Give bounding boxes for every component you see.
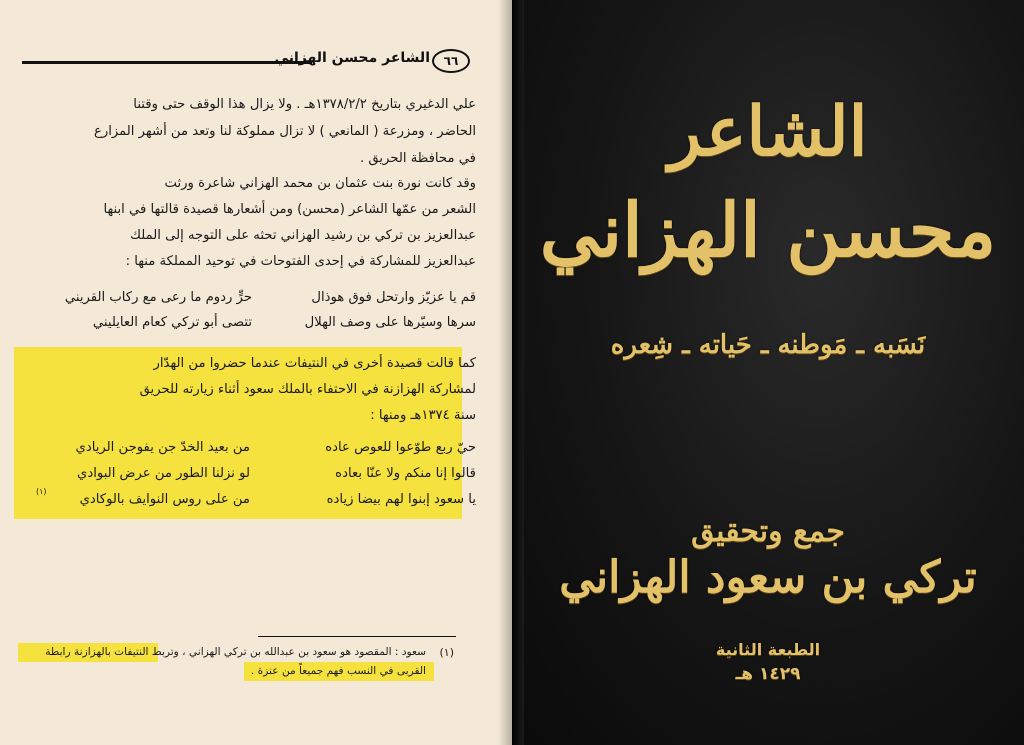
book-cover bbox=[512, 0, 1024, 745]
footnote-number: (١) bbox=[439, 646, 454, 659]
para1-line: علي الدغيري بتاريخ ١٣٧٨/٢/٢هـ . ولا يزال هذا الوقف حتى وقتنا bbox=[133, 97, 476, 112]
running-title: الشاعر محسن الهزاني bbox=[274, 50, 430, 66]
para2-line: عبدالعزيز للمشاركة في إحدى الفتوحات في توحيد المملكة منها : bbox=[125, 254, 476, 269]
poem-verse-right: يا سعود إبنوا لهم بيضا زياده bbox=[326, 492, 476, 507]
poem-verse-left: من على روس النوايف بالوكادي bbox=[79, 492, 250, 507]
poem-verse-right: سرها وسيّرها على وصف الهلال bbox=[304, 315, 476, 330]
para3-line: كما قالت قصيدة أخرى في النتيفات عندما حضروا من الهدّار bbox=[153, 356, 476, 371]
poem-verse-right: قالوا إنا منكم ولا عنّا بعاده bbox=[335, 466, 476, 481]
cover-edition: الطبعة الثانية bbox=[715, 640, 821, 659]
poem-verse-left: لو نزلنا الطور من عرض البوادي bbox=[77, 466, 250, 481]
poem-verse-right: حيّ ربع طوّعوا للعوص عاده bbox=[325, 440, 476, 455]
para2-line: الشعر من عمّها الشاعر (محسن) ومن أشعارها قصيدة قالتها في ابنها bbox=[103, 202, 476, 217]
para2-line: وقد كانت نورة بنت عثمان بن محمد الهزاني شاعرة ورثت bbox=[164, 176, 476, 191]
page-header bbox=[22, 50, 470, 72]
para2-line: عبدالعزيز بن تركي بن رشيد الهزاني تحثه على التوجه إلى الملك bbox=[130, 228, 476, 243]
header-rule bbox=[22, 61, 312, 64]
footnote-line: القربى في النسب فهم جميعاً من عنزة . bbox=[250, 665, 426, 677]
footnote-marker: (١) bbox=[36, 487, 47, 496]
poem-verse-left: تتصى أبو تركي كعام العايليني bbox=[92, 315, 252, 330]
cover-compiled-by: جمع وتحقيق bbox=[691, 514, 845, 549]
poem-verse-left: من بعيد الخدّ جن يفوجن الريادي bbox=[75, 440, 250, 455]
cover-title-line1: الشاعر bbox=[668, 92, 868, 172]
para3-line: سنة ١٣٧٤هـ ومنها : bbox=[370, 408, 476, 423]
para1-line: الحاضر ، ومزرعة ( المانعي ) لا تزال مملوكة لنا وتعد من أشهر المزارع bbox=[93, 124, 476, 139]
cover-title-line2: محسن الهزاني bbox=[539, 188, 997, 274]
spine-shadow bbox=[498, 0, 512, 745]
para3-line: لمشاركة الهزازنة في الاحتفاء بالملك سعود أثناء زيارته للحريق bbox=[139, 382, 476, 397]
cover-author: تركي بن سعود الهزاني bbox=[559, 552, 977, 603]
poem-verse-right: قم يا عزيّز وارتحل فوق هوذال bbox=[311, 290, 476, 305]
footnote-line: سعود : المقصود هو سعود بن عبدالله بن تركي الهزاني ، وتربط النتيفات بالهزازنة رابطة bbox=[45, 646, 426, 658]
poem-verse-left: حرٍّ ردوم ما رعى مع ركاب القريني bbox=[64, 290, 252, 305]
para1-line: في محافظة الحريق . bbox=[360, 151, 476, 166]
cover-subtitle: نَسَبه ـ مَوطنه ـ حَياته ـ شِعره bbox=[610, 330, 926, 360]
footnote-rule bbox=[258, 636, 456, 637]
cover-year: ١٤٢٩ هـ bbox=[735, 664, 801, 684]
page-number: ٦٦ bbox=[432, 49, 470, 73]
